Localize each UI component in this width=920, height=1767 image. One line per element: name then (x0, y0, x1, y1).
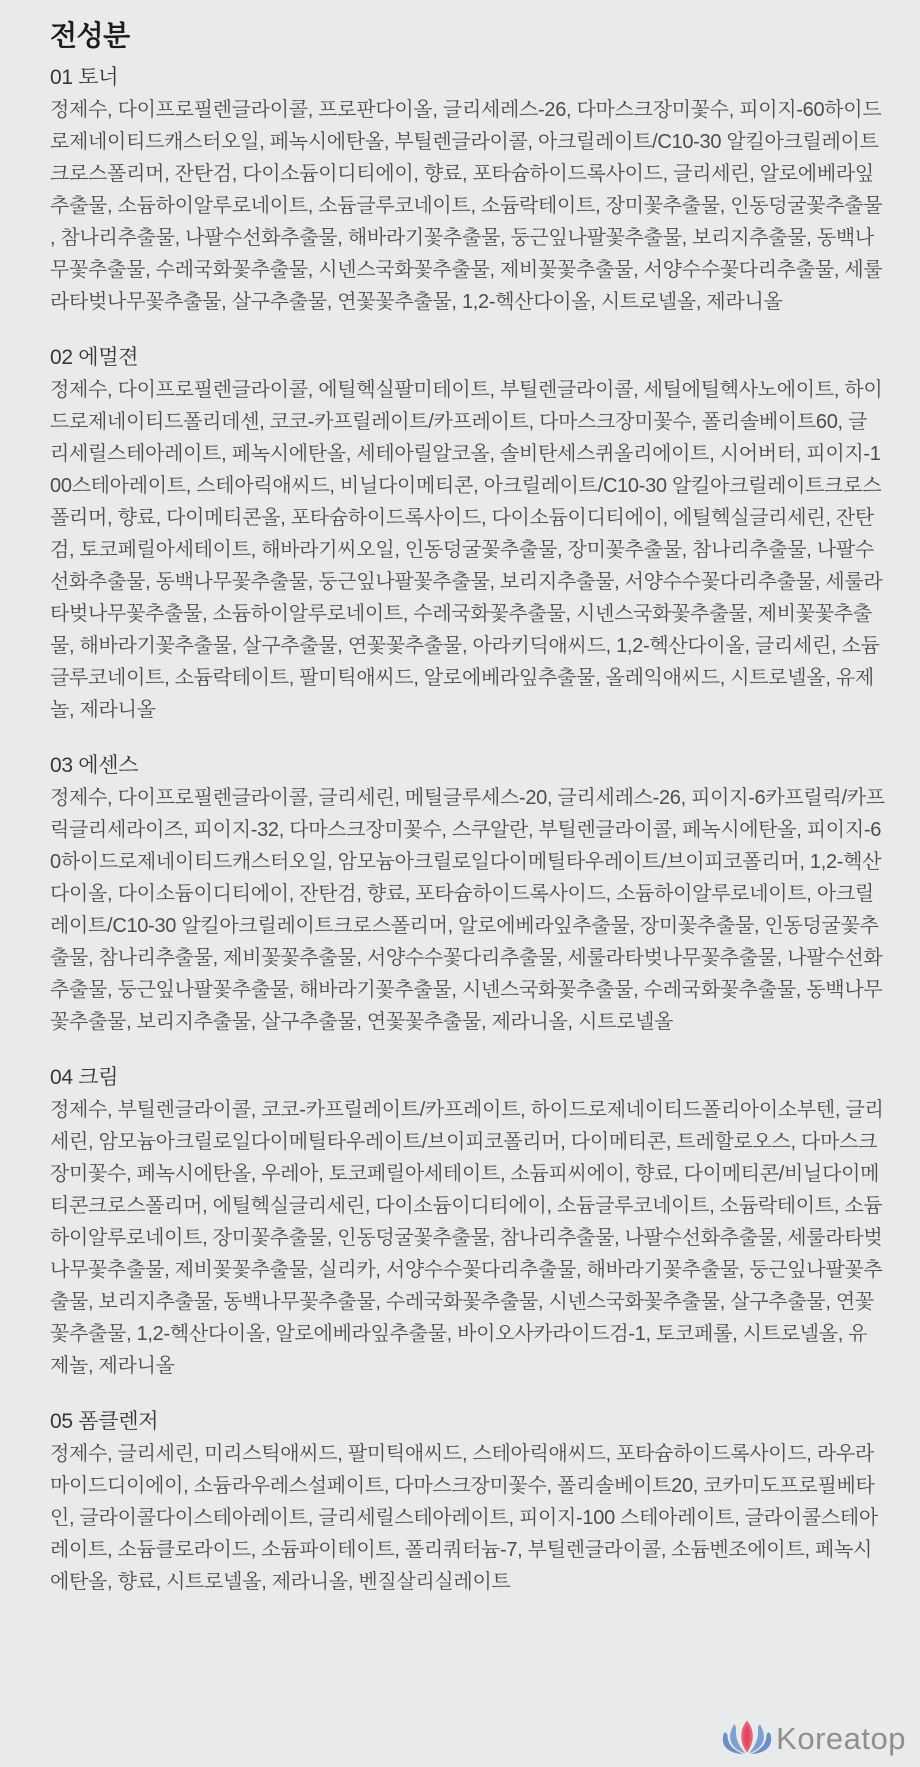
section-label-essence: 03 에센스 (50, 754, 139, 777)
section-label-emulsion: 02 에멀젼 (50, 346, 139, 369)
section-foam-cleanser (50, 1406, 886, 1598)
section-label-toner: 01 토너 (50, 66, 119, 89)
section-essence (50, 750, 886, 1038)
ingredients-text-foam-cleanser: 정제수, 글리세린, 미리스틱애씨드, 팔미틱애씨드, 스테아릭애씨드, 포타슘하이드록사이드, 라우라마이드디이에이, 소듐라우레스설페이트, 다마스크장미꽃수, 폴리솔베이트20, 코카미도프로필베타인, 글라이콜다이스테아레이트, 글리세릴스테아레이트, 피이지-100 스테아레이트, 글라이콜스테아레이트, 소듐클로라이드, 소듐파이테이트, 폴리쿼터늄-7, 부틸렌글라이콜, 소듐벤조에이트, 페녹시에탄올, 향료, 시트로넬올, 제라니올, 벤질살리실레이트 (50, 1443, 878, 1593)
page-title: 전성분 (50, 20, 130, 51)
watermark (720, 1717, 906, 1761)
section-label-cream: 04 크림 (50, 1066, 119, 1089)
ingredients-text-cream: 정제수, 부틸렌글라이콜, 코코-카프릴레이트/카프레이트, 하이드로제네이티드폴리아이소부텐, 글리세린, 암모늄아크릴로일다이메틸타우레이트/브이피코폴리머, 다이메티콘, 트레할로오스, 다마스크장미꽃수, 페녹시에탄올, 우레아, 토코페릴아세테이트, 소듐피씨에이, 향료, 다이메티콘/비닐다이메티콘크로스폴리머, 에틸헥실글리세린, 다이소듐이디티에이, 소듐글루코네이트, 소듐락테이트, 소듐하이알루로네이트, 장미꽃추출물, 인동덩굴꽃추출물, 참나리추출물, 나팔수선화추출물, 세룰라타벚나무꽃추출물, 제비꽃꽃추출물, 실리카, 서양수수꽃다리추출물, 해바라기꽃추출물, 둥근잎나팔꽃추출물, 보리지추출물, 동백나무꽃추출물, 수레국화꽃추출물, 시넨스국화꽃추출물, 살구추출물, 연꽃꽃추출물, 1,2-헥산다이올, 알로에베라잎추출물, 바이오사카라이드검-1, 토코페롤, 시트로넬올, 유제놀, 제라니올 (50, 1099, 884, 1377)
ingredients-text-toner: 정제수, 다이프로필렌글라이콜, 프로판다이올, 글리세레스-26, 다마스크장미꽃수, 피이지-60하이드로제네이티드캐스터오일, 페녹시에탄올, 부틸렌글라이콜, 아크릴레이트/C10-30 알킬아크릴레이트크로스폴리머, 잔탄검, 다이소듐이디티에이, 향료, 포타슘하이드록사이드, 글리세린, 알로에베라잎추출물, 소듐하이알루로네이트, 소듐글루코네이트, 소듐락테이트, 장미꽃추출물, 인동덩굴꽃추출물, 참나리추출물, 나팔수선화추출물, 해바라기꽃추출물, 둥근잎나팔꽃추출물, 보리지추출물, 동백나무꽃추출물, 수레국화꽃추출물, 시넨스국화꽃추출물, 제비꽃꽃추출물, 서양수수꽃다리추출물, 세룰라타벚나무꽃추출물, 살구추출물, 연꽃꽃추출물, 1,2-헥산다이올, 시트로넬올, 제라니올 (50, 99, 883, 313)
brand-text: Koreatop (776, 1721, 906, 1756)
ingredients-text-essence: 정제수, 다이프로필렌글라이콜, 글리세린, 메틸글루세스-20, 글리세레스-26, 피이지-6카프릴릭/카프릭글리세라이즈, 피이지-32, 다마스크장미꽃수, 스쿠알란, 부틸렌글라이콜, 페녹시에탄올, 피이지-60하이드로제네이티드캐스터오일, 암모늄아크릴로일다이메틸타우레이트/브이피코폴리머, 1,2-헥산다이올, 다이소듐이디티에이, 잔탄검, 향료, 포타슘하이드록사이드, 소듐하이알루로네이트, 아크릴레이트/C10-30 알킬아크릴레이트크로스폴리머, 알로에베라잎추출물, 장미꽃추출물, 인동덩굴꽃추출물, 참나리추출물, 제비꽃꽃추출물, 서양수수꽃다리추출물, 세룰라타벚나무꽃추출물, 나팔수선화추출물, 둥근잎나팔꽃추출물, 해바라기꽃추출물, 시넨스국화꽃추출물, 수레국화꽃추출물, 동백나무꽃추출물, 보리지추출물, 살구추출물, 연꽃꽃추출물, 제라니올, 시트로넬올 (50, 787, 885, 1033)
lotus-icon (720, 1717, 774, 1761)
section-toner (50, 62, 886, 318)
ingredients-text-emulsion: 정제수, 다이프로필렌글라이콜, 에틸헥실팔미테이트, 부틸렌글라이콜, 세틸에틸헥사노에이트, 하이드로제네이티드폴리데센, 코코-카프릴레이트/카프레이트, 다마스크장미꽃수, 폴리솔베이트60, 글리세릴스테아레이트, 페녹시에탄올, 세테아릴알코올, 솔비탄세스퀴올리에이트, 시어버터, 피이지-100스테아레이트, 스테아릭애씨드, 비닐다이메티콘, 아크릴레이트/C10-30 알킬아크릴레이트크로스폴리머, 향료, 다이메티콘올, 포타슘하이드록사이드, 다이소듐이디티에이, 에틸헥실글리세린, 잔탄검, 토코페릴아세테이트, 해바라기씨오일, 인동덩굴꽃추출물, 장미꽃추출물, 참나리추출물, 나팔수선화추출물, 동백나무꽃추출물, 둥근잎나팔꽃추출물, 보리지추출물, 서양수수꽃다리추출물, 세룰라타벚나무꽃추출물, 소듐하이알루로네이트, 수레국화꽃추출물, 시넨스국화꽃추출물, 제비꽃꽃추출물, 해바라기꽃추출물, 살구추출물, 연꽃꽃추출물, 아라키딕애씨드, 1,2-헥산다이올, 글리세린, 소듐글루코네이트, 소듐락테이트, 팔미틱애씨드, 알로에베라잎추출물, 올레익애씨드, 시트로넬올, 유제놀, 제라니올 (50, 379, 883, 721)
section-cream (50, 1062, 886, 1382)
section-label-foam-cleanser: 05 폼클렌저 (50, 1410, 159, 1433)
section-emulsion (50, 342, 886, 726)
